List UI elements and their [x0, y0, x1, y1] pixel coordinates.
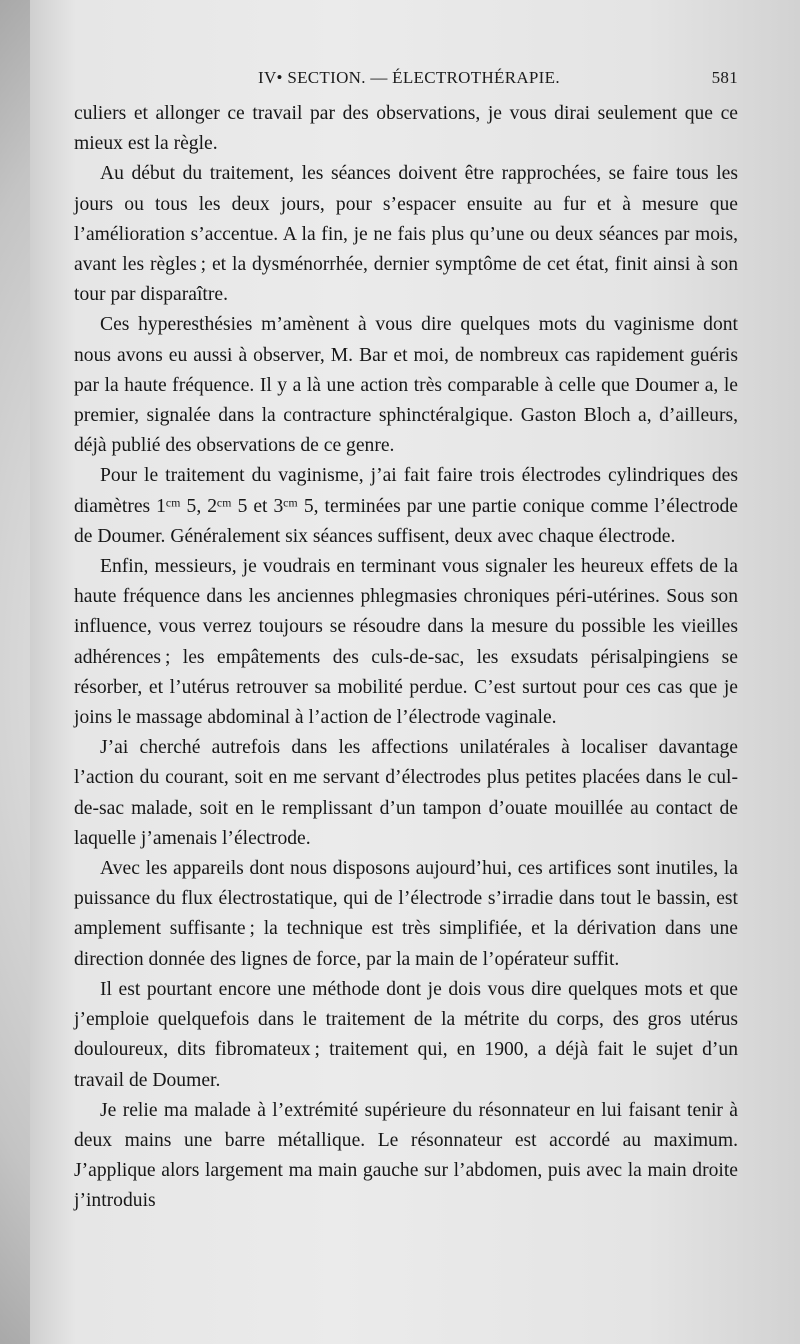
paragraph: Enfin, messieurs, je voudrais en terminant vous signaler les heureux effets de la haute fréquence dans les anciennes phlegmasies chroniques péri-utérines. Sous son influence, vous verrez toujours se résoudre dans la mesure du possible les vieilles adhérences ; les empâtements des culs-de-sac, les exsudats périsalpingiens se résorber, et l’utérus retrouver sa mobilité perdue. C’est surtout pour ces cas que je joins le massage abdominal à l’action de l’électrode vaginale.	[74, 556, 738, 729]
paragraph: J’ai cherché autrefois dans les affections unilatérales à localiser davantage l’action du courant, soit en me servant d’électrodes plus petites placées dans le cul-de-sac malade, soit en le remplissant d’un tampon d’ouate mouillée au contact de laquelle j’amenais l’électrode.	[74, 737, 738, 849]
paragraph: Au début du traitement, les séances doivent être rapprochées, se faire tous les jours ou tous les deux jours, pour s’espacer ensuite au fur et à mesure que l’amélioration s’accentue. A la fin, je ne fais plus qu’une ou deux séances par mois, avant les règles ; et la dysménorrhée, dernier symptôme de cet état, finit ainsi à son tour par disparaître.	[74, 163, 738, 306]
running-header	[0, 62, 800, 92]
paragraph: Il est pourtant encore une méthode dont je dois vous dire quelques mots et que j’emploie quelquefois dans le traitement de la métrite du corps, des gros utérus douloureux, dits fibromateux ; traitement qui, en 1900, a déjà fait le sujet d’un travail de Doumer.	[74, 978, 738, 1091]
section-title: IV• SECTION. — ÉLECTROTHÉRAPIE.	[258, 68, 560, 87]
paragraph: Pour le traitement du vaginisme, j’ai fait faire trois électrodes cylindriques des diamètres 1ᶜᵐ 5, 2ᶜᵐ 5 et 3ᶜᵐ 5, terminées par une partie conique comme l’électrode de Doumer. Généralement six séances suffisent, deux avec chaque électrode.	[74, 465, 738, 547]
paragraph: Avec les appareils dont nous disposons aujourd’hui, ces artifices sont inutiles, la puissance du flux électrostatique, qui de l’électrode s’irradie dans tout le bassin, est amplement suffisante ; la technique est très simplifiée, et la dérivation dans une direction donnée des lignes de force, par la main de l’opérateur suffit.	[74, 858, 738, 970]
paragraph: culiers et allonger ce travail par des observations, je vous dirai seulement que ce mieux est la règle.	[74, 103, 738, 155]
body-text	[74, 99, 738, 1217]
page-number: 581	[711, 68, 738, 87]
paragraph: Ces hyperesthésies m’amènent à vous dire quelques mots du vaginisme dont nous avons eu aussi à observer, M. Bar et moi, de nombreux cas rapidement guéris par la haute fréquence. Il y a là une action très comparable à celle que Doumer a, le premier, signalée dans la contracture sphinctéralgique. Gaston Bloch a, d’ailleurs, déjà publié des observations de ce genre.	[74, 314, 738, 457]
paragraph: Je relie ma malade à l’extrémité supérieure du résonnateur en lui faisant tenir à deux mains une barre métallique. Le résonnateur est accordé au maximum. J’applique alors largement ma main gauche sur l’abdomen, puis avec la main droite j’introduis	[74, 1099, 738, 1212]
